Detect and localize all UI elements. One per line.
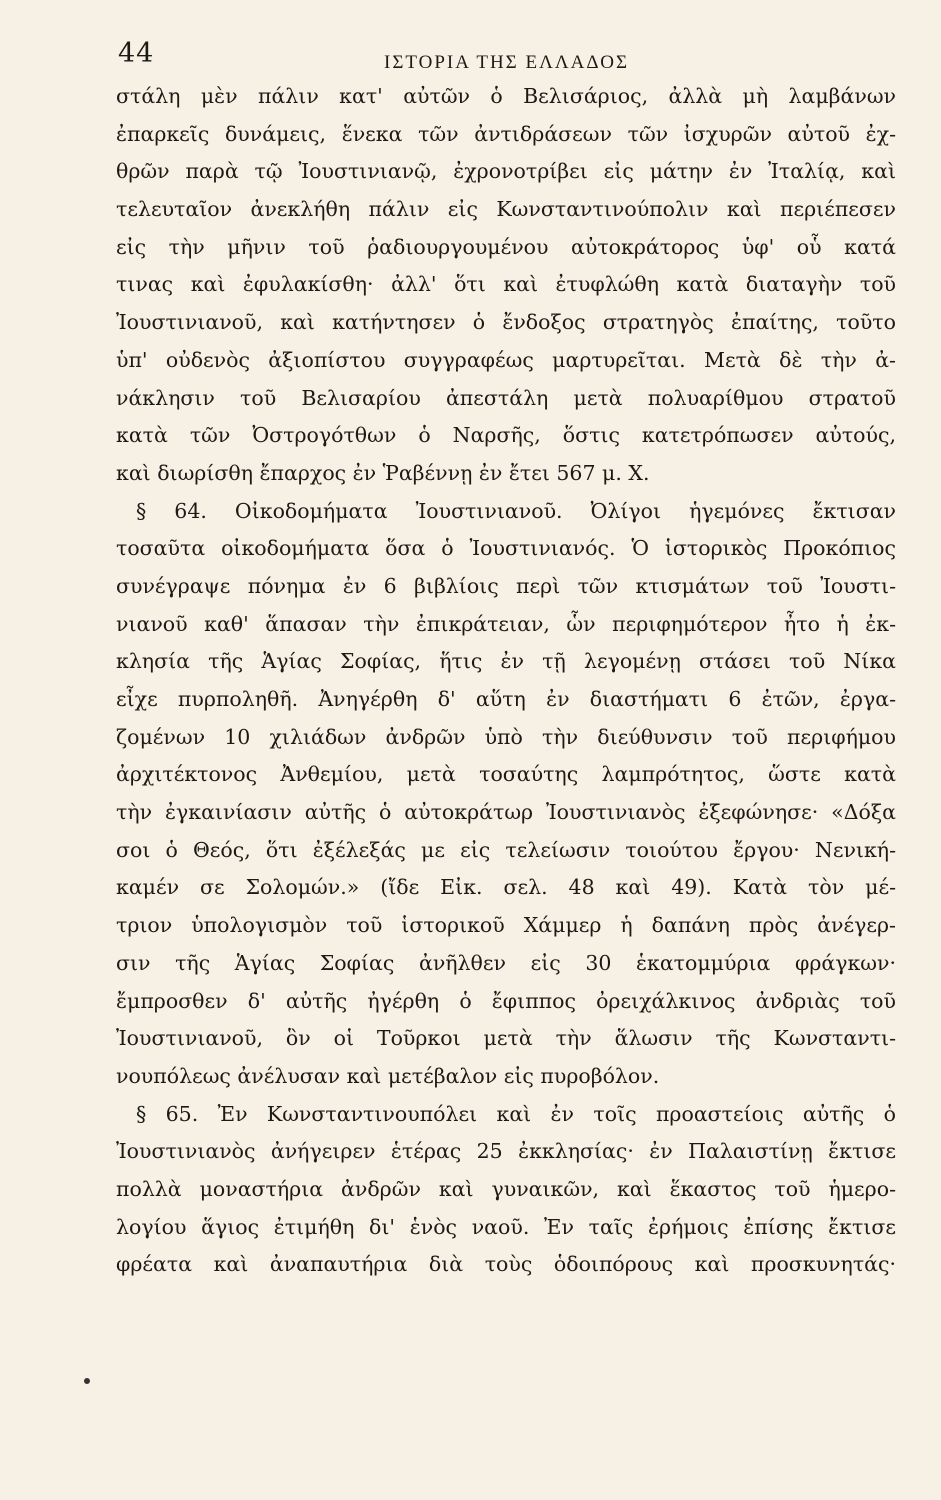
section-heading-64: § 64. Οἰκοδομήματα Ἰουστινιανοῦ. Ὀλίγοι ἡγεμόνες ἔκτισαν: [136, 498, 896, 523]
text-line: νιανοῦ καθ' ἅπασαν τὴν ἐπικράτειαν, ὧν περιφημότερον ἦτο ἡ ἐκ-: [116, 611, 896, 636]
text-line: τινας καὶ ἐφυλακίσθη· ἀλλ' ὅτι καὶ ἐτυφλώθη κατὰ διαταγὴν τοῦ: [116, 272, 896, 297]
text-line: καὶ διωρίσθη ἔπαρχος ἐν Ῥαβέννῃ ἐν ἔτει 567 μ. Χ.: [116, 460, 650, 485]
running-title: ΙΣΤΟΡΙΑ ΤΗΣ ΕΛΛΑΔΟΣ: [384, 52, 630, 73]
text-line: τελευταῖον ἀνεκλήθη πάλιν εἰς Κωνσταντινούπολιν καὶ περιέπεσεν: [116, 197, 896, 222]
margin-mark: [84, 1378, 90, 1384]
text-line: νουπόλεως ἀνέλυσαν καὶ μετέβαλον εἰς πυροβόλον.: [116, 1063, 660, 1088]
text-line: τριον ὑπολογισμὸν τοῦ ἱστορικοῦ Χάμμερ ἡ δαπάνη πρὸς ἀνέγερ-: [116, 913, 896, 938]
text-line: θρῶν παρὰ τῷ Ἰουστινιανῷ, ἐχρονοτρίβει εἰς μάτην ἐν Ἰταλίᾳ, καὶ: [116, 159, 896, 184]
page-header: [118, 38, 908, 78]
page-number: 44: [118, 38, 155, 69]
text-line: συνέγραψε πόνημα ἐν 6 βιβλίοις περὶ τῶν κτισμάτων τοῦ Ἰουστι-: [116, 573, 896, 598]
text-line: κατὰ τῶν Ὀστρογότθων ὁ Ναρσῆς, ὅστις κατετρόπωσεν αὐτούς,: [116, 423, 896, 448]
text-line: πολλὰ μοναστήρια ἀνδρῶν καὶ γυναικῶν, καὶ ἕκαστος τοῦ ἡμερο-: [116, 1176, 896, 1201]
text-line: φρέατα καὶ ἀναπαυτήρια διὰ τοὺς ὁδοιπόρους καὶ προσκυνητάς·: [116, 1252, 896, 1277]
text-line: εἰς τὴν μῆνιν τοῦ ῥαδιουργουμένου αὐτοκράτορος ὑφ' οὗ κατά: [116, 234, 896, 259]
section-heading-65: § 65. Ἐν Κωνσταντινουπόλει καὶ ἐν τοῖς προαστείοις αὐτῆς ὁ: [136, 1101, 896, 1126]
text-line: σιν τῆς Ἁγίας Σοφίας ἀνῆλθεν εἰς 30 ἑκατομμύρια φράγκων·: [116, 950, 896, 975]
text-line: σοι ὁ Θεός, ὅτι ἐξέλεξάς με εἰς τελείωσιν τοιούτου ἔργου· Νενική-: [116, 837, 896, 862]
text-line: κλησία τῆς Ἁγίας Σοφίας, ἥτις ἐν τῇ λεγομένῃ στάσει τοῦ Νίκα: [116, 649, 896, 674]
text-line: ὑπ' οὐδενὸς ἀξιοπίστου συγγραφέως μαρτυρεῖται. Μετὰ δὲ τὴν ἀ-: [116, 347, 896, 372]
text-line: ἔμπροσθεν δ' αὐτῆς ἠγέρθη ὁ ἔφιππος ὀρειχάλκινος ἀνδριὰς τοῦ: [116, 988, 896, 1013]
text-line: ζομένων 10 χιλιάδων ἀνδρῶν ὑπὸ τὴν διεύθυνσιν τοῦ περιφήμου: [116, 724, 896, 749]
text-line: λογίου ἅγιος ἐτιμήθη δι' ἑνὸς ναοῦ. Ἐν ταῖς ἐρήμοις ἐπίσης ἔκτισε: [116, 1214, 896, 1239]
text-line: τὴν ἐγκαινίασιν αὐτῆς ὁ αὐτοκράτωρ Ἰουστινιανὸς ἐξεφώνησε· «Δόξα: [116, 800, 896, 825]
text-line: ἐπαρκεῖς δυνάμεις, ἕνεκα τῶν ἀντιδράσεων τῶν ἰσχυρῶν αὐτοῦ ἐχ-: [116, 121, 896, 146]
text-line: καμέν σε Σολομών.» (ἴδε Εἰκ. σελ. 48 καὶ 49). Κατὰ τὸν μέ-: [116, 875, 896, 900]
text-line: νάκλησιν τοῦ Βελισαρίου ἀπεστάλη μετὰ πολυαρίθμου στρατοῦ: [116, 385, 896, 410]
text-line: τοσαῦτα οἰκοδομήματα ὅσα ὁ Ἰουστινιανός. Ὁ ἱστορικὸς Προκόπιος: [116, 536, 896, 561]
text-line: εἶχε πυρποληθῆ. Ἀνηγέρθη δ' αὕτη ἐν διαστήματι 6 ἐτῶν, ἐργα-: [116, 687, 896, 711]
text-line: Ἰουστινιανοῦ, καὶ κατήντησεν ὁ ἔνδοξος στρατηγὸς ἐπαίτης, τοῦτο: [116, 310, 896, 335]
text-line: στάλη μὲν πάλιν κατ' αὐτῶν ὁ Βελισάριος, ἀλλὰ μὴ λαμβάνων: [116, 84, 896, 108]
text-line: ἀρχιτέκτονος Ἀνθεμίου, μετὰ τοσαύτης λαμπρότητος, ὥστε κατὰ: [116, 762, 896, 787]
text-line: Ἰουστινιανὸς ἀνήγειρεν ἑτέρας 25 ἐκκλησίας· ἐν Παλαιστίνῃ ἔκτισε: [116, 1139, 896, 1164]
text-line: Ἰουστινιανοῦ, ὃν οἱ Τοῦρκοι μετὰ τὴν ἅλωσιν τῆς Κωνσταντι-: [116, 1026, 896, 1051]
body-text: [116, 78, 896, 1284]
